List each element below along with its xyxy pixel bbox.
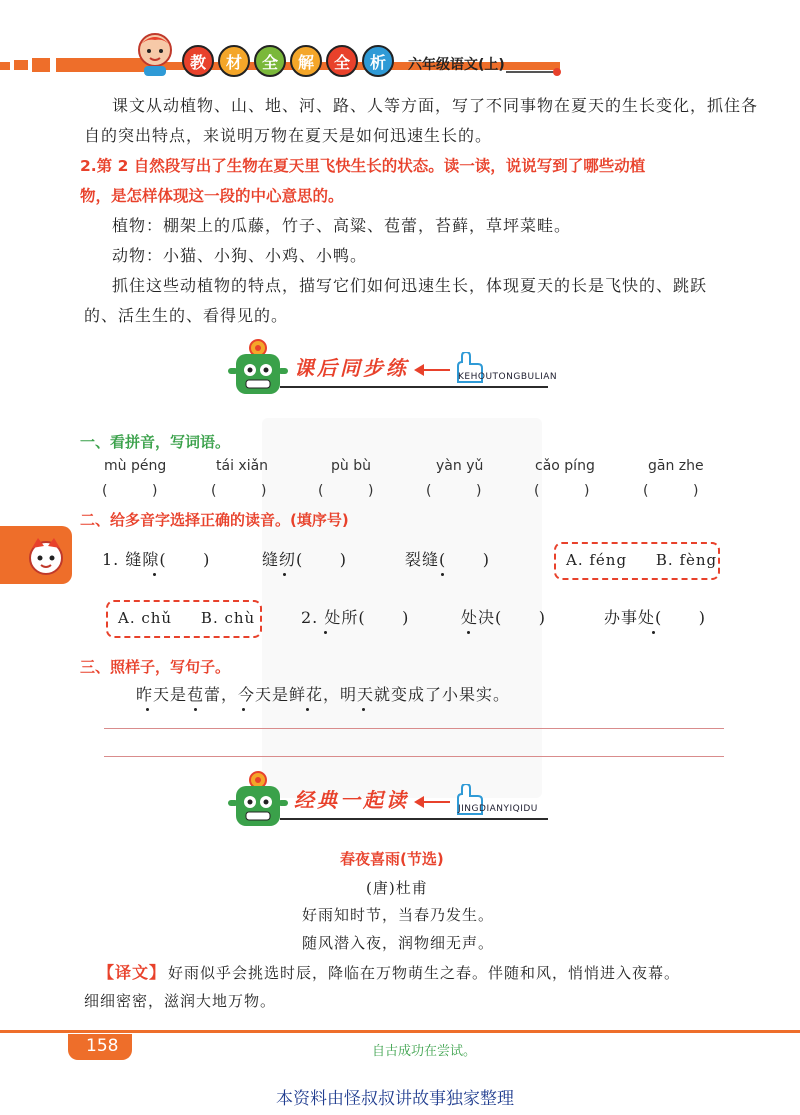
header-title-char: 材 bbox=[218, 45, 250, 77]
polyphone-item: 缝纫( ) bbox=[262, 550, 348, 569]
answer-blank[interactable]: ( ) bbox=[534, 483, 590, 499]
arrow-icon bbox=[414, 360, 454, 380]
section-title-3: 三、照样子，写句子。 bbox=[80, 658, 231, 676]
intro-line: 课文从动植物、山、地、河、路、人等方面，写了不同事物在夏天的生长变化，抓住各 bbox=[112, 96, 759, 115]
section-title-2: 二、给多音字选择正确的读音。(填序号) bbox=[80, 511, 349, 529]
example-sentence: 昨天是苞蕾，今天是鲜花，明天就变成了小果实。 bbox=[136, 685, 511, 704]
polyphone-item: 2. 处所( ) bbox=[301, 608, 410, 627]
poem-line: 随风潜入夜，润物细无声。 bbox=[302, 934, 495, 952]
pinyin-item: tái xiǎn bbox=[216, 458, 269, 474]
page-number: 158 bbox=[86, 1036, 119, 1056]
answer-line[interactable] bbox=[104, 756, 724, 757]
polyphone-item: 办事处( ) bbox=[604, 608, 707, 627]
header-title-char: 全 bbox=[254, 45, 286, 77]
banner-label: 课后同步练 bbox=[294, 356, 409, 380]
intro-line: 自的突出特点，来说明万物在夏天是如何迅速生长的。 bbox=[84, 126, 493, 145]
side-tab-mascot-icon bbox=[24, 534, 68, 578]
answer-blank[interactable]: ( ) bbox=[643, 483, 699, 499]
hand-pointer-icon bbox=[452, 352, 484, 388]
poem-line: 好雨知时节，当春乃发生。 bbox=[302, 906, 495, 924]
translation-tag: 【译文】 bbox=[98, 963, 167, 982]
polyphone-item: 裂缝( ) bbox=[405, 550, 491, 569]
translation-text: 细细密密，滋润大地万物。 bbox=[84, 992, 277, 1010]
footer-rule bbox=[0, 1030, 800, 1033]
header-mascot bbox=[130, 28, 180, 78]
question-2: 物，是怎样体现这一段的中心意思的。 bbox=[80, 187, 344, 205]
header-title-char: 全 bbox=[326, 45, 358, 77]
banner-pinyin: KEHOUTONGBULIAN bbox=[458, 372, 558, 382]
options-text: A. chǔ B. chù bbox=[118, 609, 256, 627]
footer-motto: 自古成功在尝试。 bbox=[372, 1044, 477, 1059]
answer-animals: 动物：小猫、小狗、小鸡、小鸭。 bbox=[112, 246, 368, 265]
answer-blank[interactable]: ( ) bbox=[318, 483, 374, 499]
pinyin-item: yàn yǔ bbox=[436, 458, 484, 474]
answer-summary: 抓住这些动植物的特点，描写它们如何迅速生长，体现夏天的长是飞快的、跳跃 bbox=[112, 276, 708, 295]
poem-title: 春夜喜雨(节选) bbox=[340, 850, 444, 868]
answer-blank[interactable]: ( ) bbox=[426, 483, 482, 499]
mascot-icon bbox=[228, 770, 288, 832]
pinyin-item: mù péng bbox=[104, 458, 167, 474]
translation-text: 好雨似乎会挑选时辰，降临在万物萌生之春。伴随和风，悄悄进入夜幕。 bbox=[168, 964, 681, 982]
section-banner-reading bbox=[228, 770, 578, 830]
section-title-1: 一、看拼音，写词语。 bbox=[80, 433, 231, 451]
polyphone-item: 1. 缝隙( ) bbox=[102, 550, 211, 569]
header-title bbox=[182, 45, 394, 77]
answer-blank[interactable]: ( ) bbox=[211, 483, 267, 499]
arrow-icon bbox=[414, 792, 454, 812]
banner-pinyin: JINGDIANYIQIDU bbox=[458, 804, 538, 814]
hand-pointer-icon bbox=[452, 784, 484, 820]
pinyin-item: cǎo píng bbox=[535, 458, 595, 474]
mascot-icon bbox=[228, 338, 288, 400]
section-banner-practice bbox=[228, 338, 578, 398]
footer-credit: 本资料由怪叔叔讲故事独家整理 bbox=[276, 1089, 514, 1109]
pinyin-item: pù bù bbox=[331, 458, 371, 474]
answer-plants: 植物：棚架上的瓜藤，竹子、高粱、苞蕾，苔藓，草坪菜畦。 bbox=[112, 216, 572, 235]
pen-icon bbox=[506, 62, 562, 72]
answer-summary: 的、活生生的、看得见的。 bbox=[84, 306, 289, 325]
question-2: 2.第 2 自然段写出了生物在夏天里飞快生长的状态。读一读，说说写到了哪些动植 bbox=[80, 157, 646, 175]
options-text: A. féng B. fèng bbox=[566, 551, 718, 569]
header-title-char: 解 bbox=[290, 45, 322, 77]
header-grade: 六年级语文(上) bbox=[408, 57, 505, 73]
poem-author: (唐)杜甫 bbox=[366, 879, 428, 897]
header-title-char: 教 bbox=[182, 45, 214, 77]
pinyin-item: gān zhe bbox=[648, 458, 704, 474]
header-title-char: 析 bbox=[362, 45, 394, 77]
banner-label: 经典一起读 bbox=[294, 788, 409, 812]
answer-blank[interactable]: ( ) bbox=[102, 483, 158, 499]
polyphone-item: 处决( ) bbox=[461, 608, 547, 627]
answer-line[interactable] bbox=[104, 728, 724, 729]
